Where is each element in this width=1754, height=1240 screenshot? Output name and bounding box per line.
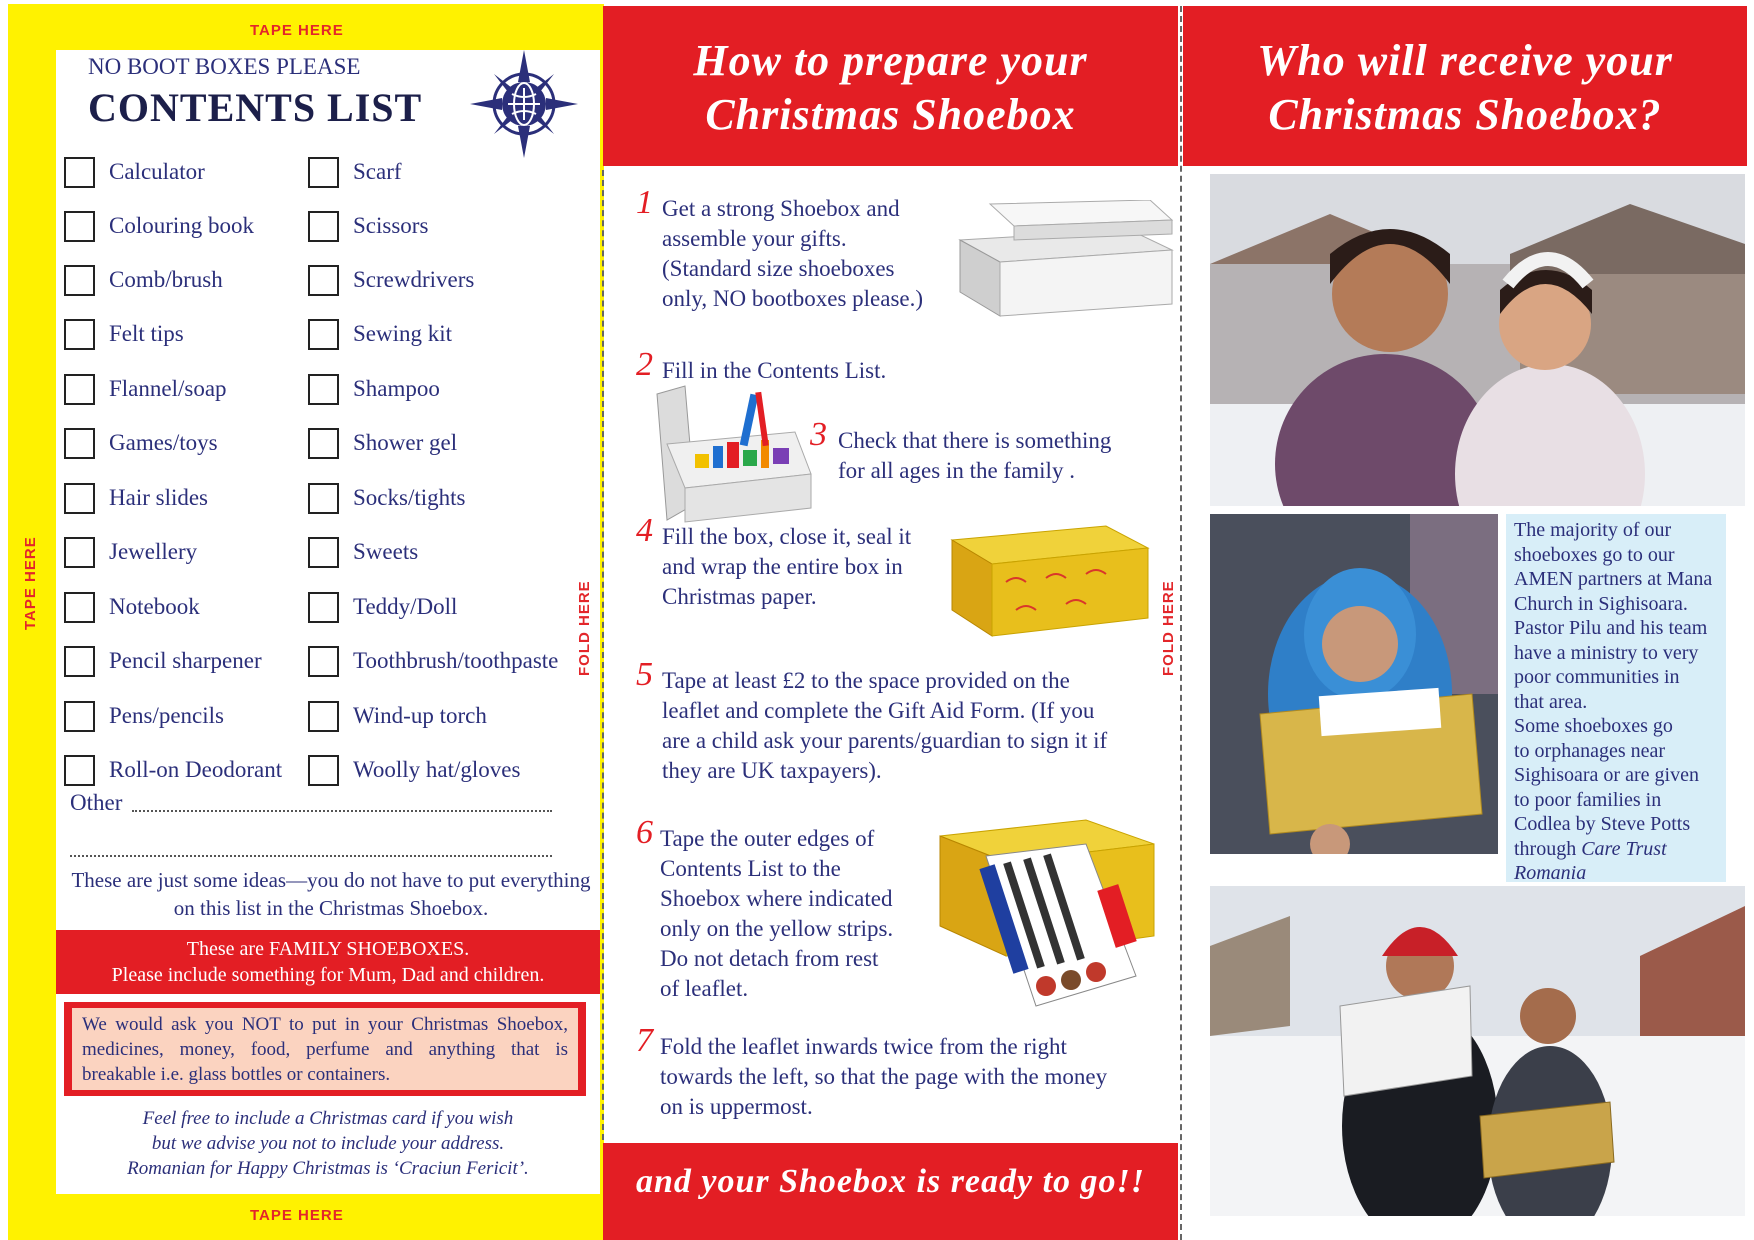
wrapped-shoebox-image [946,522,1151,640]
checklist-item[interactable] [308,206,428,246]
family-line-1: These are FAMILY SHOEBOXES. [186,938,470,960]
step-line: Tape the outer edges of [660,826,875,851]
step-2-text [662,356,886,386]
step-line: Get a strong Shoebox and [662,196,900,221]
family-shoebox-banner [56,930,600,994]
item-label: Shower gel [353,430,458,455]
other-write-line[interactable] [132,810,552,812]
item-label: Comb/brush [109,267,223,292]
item-label: Pens/pencils [109,703,224,728]
step-line: Christmas paper. [662,584,817,609]
item-label: Sewing kit [353,321,453,346]
step-line: (Standard size shoeboxes [662,256,895,281]
step-line: Fold the leaflet inwards twice from the right [660,1034,1067,1059]
step-line: they are UK taxpayers). [662,758,882,783]
tape-here-top: TAPE HERE [250,22,344,39]
item-label: Shampoo [353,376,440,401]
text-line: Some shoeboxes go [1514,715,1673,737]
text-line-care-trust [1514,837,1728,862]
no-boot-boxes-note: NO BOOT BOXES PLEASE [88,54,361,79]
item-label: Woolly hat/gloves [353,757,521,782]
checkbox[interactable] [64,701,95,732]
step-line: only, NO bootboxes please.) [662,286,924,311]
checklist-item[interactable] [308,750,520,790]
step-line: Check that there is something [838,428,1112,453]
step-line: Fill the box, close it, seal it [662,524,912,549]
step-4-text [662,522,911,612]
checklist-item[interactable] [64,532,197,572]
text-line: Pastor Pilu and his team [1514,617,1708,639]
fold-here-left: FOLD HERE [576,580,593,676]
item-label: Notebook [109,594,200,619]
item-label: Teddy/Doll [353,594,458,619]
checklist-item[interactable] [64,423,218,463]
prepare-title-line-1: How to prepare your [693,36,1088,85]
ideas-note: These are just some ideas—you do not have to put everything on this list in the Christmas Shoebox. [71,868,591,920]
step-line: towards the left, so that the page with the money [660,1064,1108,1089]
checkbox[interactable] [308,701,339,732]
checklist-item[interactable] [308,369,440,409]
photo-boys-with-shoeboxes [1210,886,1745,1216]
checkbox[interactable] [308,646,339,677]
item-label: Toothbrush/toothpaste [353,648,559,673]
tape-here-bottom: TAPE HERE [250,1207,344,1224]
checkbox[interactable] [308,428,339,459]
checkbox[interactable] [64,265,95,296]
receive-title [1183,34,1747,142]
receive-text [1514,518,1728,886]
step-line: are a child ask your parents/guardian to sign it if [662,728,1108,753]
step-number-7: 7 [636,1022,653,1059]
step-line: Contents List to the [660,856,841,881]
item-label: Colouring book [109,213,255,238]
text-line: Church in Sighisoara. [1514,592,1688,615]
item-label: Sweets [353,539,419,564]
step-line: of leaflet. [660,976,749,1001]
item-label: Wind-up torch [353,703,487,728]
fold-here-right: FOLD HERE [1160,580,1177,676]
tape-here-left: TAPE HERE [22,536,39,630]
contents-list-title: CONTENTS LIST [88,85,423,130]
checklist-item[interactable] [64,260,223,300]
step-line: leaflet and complete the Gift Aid Form. (If you [662,698,1095,723]
step-line: Shoebox where indicated [660,886,893,911]
text-line: Romania [1514,862,1587,884]
empty-shoebox-image [950,200,1175,318]
step-line: only on the yellow strips. [660,916,894,941]
checkbox[interactable] [308,537,339,568]
step-number-5: 5 [636,656,653,693]
checklist-item[interactable] [308,314,452,354]
step-number-2: 2 [636,346,653,383]
compass-logo-icon [468,48,580,160]
step-5-text [662,666,1107,786]
item-label: Felt tips [109,321,184,346]
care-trust-text: Care Trust [1581,837,1667,860]
checklist-item[interactable] [64,369,227,409]
feel-free-note [56,1106,600,1181]
checkbox[interactable] [308,592,339,623]
checkbox[interactable] [308,755,339,786]
text-line: to poor families in [1514,788,1662,811]
text-line: that area. [1514,690,1588,713]
checkbox[interactable] [308,374,339,405]
step-line: Tape at least £2 to the space provided on the [662,668,1070,693]
checkbox[interactable] [64,755,95,786]
photo-girls-in-snow [1210,174,1745,506]
text-line: to orphanages near [1514,739,1666,762]
feel-free-line-3: Romanian for Happy Christmas is ‘Craciun Fericit’. [127,1158,529,1179]
step-number-4: 4 [636,512,653,549]
checklist-item[interactable] [64,478,208,518]
checklist-item[interactable] [64,587,200,627]
prepare-title-line-2: Christmas Shoebox [705,90,1076,139]
text-line: AMEN partners at Mana [1514,568,1713,590]
through-text: through [1514,837,1582,860]
step-number-3: 3 [810,416,827,453]
step-line: Fill in the Contents List. [662,358,887,383]
checkbox[interactable] [64,592,95,623]
feel-free-line-1: Feel free to include a Christmas card if you wish [142,1108,514,1129]
fold-dash-line-right [1180,6,1182,1240]
checklist-item[interactable] [308,532,418,572]
text-line: The majority of our [1514,519,1672,541]
item-label: Socks/tights [353,485,466,510]
step-7-text [660,1032,1107,1122]
checklist-item[interactable] [308,478,465,518]
checklist-item[interactable] [308,587,457,627]
checkbox[interactable] [308,157,339,188]
checklist-item[interactable] [308,641,558,681]
prepare-title [603,34,1178,142]
checkbox[interactable] [64,157,95,188]
checkbox[interactable] [64,537,95,568]
text-line: poor communities in [1514,666,1680,688]
item-label: Calculator [109,159,205,184]
feel-free-line-2: but we advise you not to include your address. [151,1133,505,1154]
step-6-text [660,824,893,1004]
fold-dash-line-left [602,170,604,1140]
step-line: for all ages in the family . [838,458,1075,483]
step-line: assemble your gifts. [662,226,847,251]
step-number-6: 6 [636,814,653,851]
checkbox[interactable] [64,211,95,242]
item-label: Scarf [353,159,402,184]
filled-shoebox-image [655,384,815,524]
item-label: Flannel/soap [109,376,227,401]
checklist-item[interactable] [64,750,282,790]
ready-footer-text: and your Shoebox is ready to go!! [635,1163,1146,1200]
step-3-text [838,426,1111,486]
text-line: shoeboxes go to our [1514,543,1675,566]
checkbox[interactable] [308,265,339,296]
item-label: Roll-on Deodorant [109,757,283,782]
checklist-item[interactable] [64,206,254,246]
step-number-1: 1 [636,184,653,221]
checklist-item[interactable] [64,152,205,192]
checklist-item[interactable] [64,314,184,354]
warning-note: We would ask you NOT to put in your Christmas Shoebox, medicines, money, food, perfume and anything that is breakable i.e. glass bottles or containers. [72,1008,578,1090]
item-label: Games/toys [109,430,218,455]
item-label: Hair slides [109,485,209,510]
checkbox[interactable] [64,483,95,514]
step-line: on is uppermost. [660,1094,813,1119]
checklist-item[interactable] [308,260,474,300]
checklist-item[interactable] [308,696,487,736]
item-label: Scissors [353,213,429,238]
checkbox[interactable] [308,483,339,514]
checkbox[interactable] [308,319,339,350]
checklist-item[interactable] [64,696,224,736]
receive-title-line-1: Who will receive your [1257,36,1673,85]
receive-title-line-2: Christmas Shoebox? [1268,90,1662,139]
step-1-text [662,194,923,314]
checkbox[interactable] [308,211,339,242]
text-line: Sighisoara or are given [1514,764,1699,786]
step-line: Do not detach from rest [660,946,879,971]
checkbox[interactable] [64,374,95,405]
item-label: Pencil sharpener [109,648,262,673]
checklist-item[interactable] [64,641,262,681]
item-label: Screwdrivers [353,267,475,292]
checklist-item[interactable] [308,152,402,192]
checkbox[interactable] [64,646,95,677]
step-line: and wrap the entire box in [662,554,903,579]
checkbox[interactable] [64,428,95,459]
item-label: Jewellery [109,539,198,564]
photo-child-with-shoebox [1210,514,1498,854]
other-write-line-2[interactable] [70,855,552,857]
family-line-2: Please include something for Mum, Dad and children. [111,964,545,986]
text-line: have a ministry to very [1514,641,1699,664]
checklist-item[interactable] [308,423,457,463]
other-label: Other [70,790,123,815]
text-line: Codlea by Steve Potts [1514,813,1691,835]
checkbox[interactable] [64,319,95,350]
taped-shoebox-image [936,816,1156,1011]
